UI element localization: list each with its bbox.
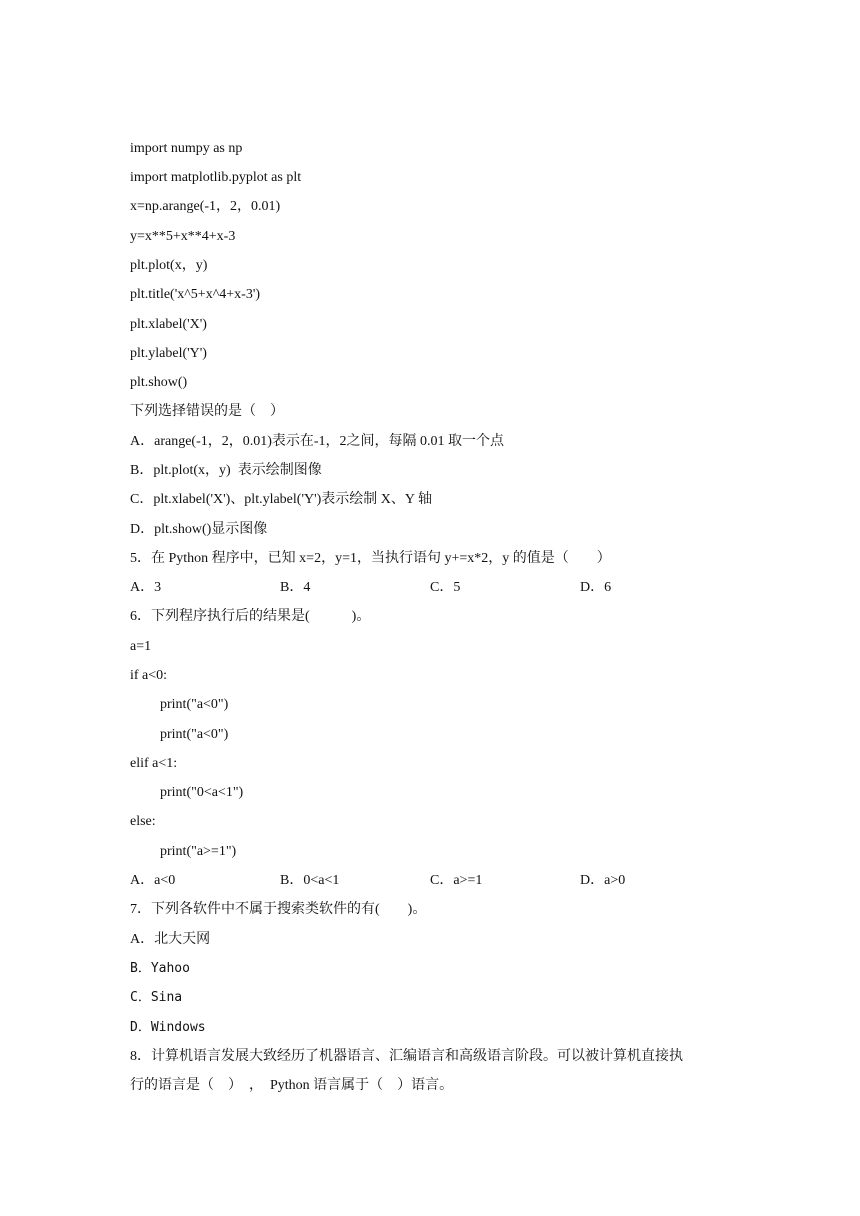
code-line: plt.xlabel('X') <box>130 317 207 332</box>
answer-option: D．plt.show()显示图像 <box>130 522 268 537</box>
answer-option: B．4 <box>280 580 311 595</box>
question-prompt: 5．在 Python 程序中，已知 x=2，y=1，当执行语句 y+=x*2，y 的值是（ ） <box>130 551 611 566</box>
code-line: print("a<0") <box>160 697 229 712</box>
question-prompt: 行的语言是（ ） ， Python 语言属于（ ）语言。 <box>130 1078 454 1093</box>
answer-option: D．a>0 <box>580 873 626 888</box>
answer-option: C．plt.xlabel('X')、plt.ylabel('Y')表示绘制 X、Y 轴 <box>130 492 432 507</box>
code-line: print("a>=1") <box>160 844 237 859</box>
answer-option: C．a>=1 <box>430 873 483 888</box>
answer-option: C．5 <box>430 580 461 595</box>
answer-option: B．0<a<1 <box>280 873 340 888</box>
question-prompt: 7．下列各软件中不属于搜索类软件的有( )。 <box>130 902 427 917</box>
answer-option: B．plt.plot(x，y) 表示绘制图像 <box>130 463 322 478</box>
answer-option: D．Windows <box>130 1020 206 1035</box>
code-line: plt.title('x^5+x^4+x-3') <box>130 287 261 302</box>
question-prompt: 6．下列程序执行后的结果是( )。 <box>130 609 371 624</box>
question-prompt: 下列选择错误的是（ ） <box>130 404 284 419</box>
code-line: y=x**5+x**4+x-3 <box>130 229 236 244</box>
code-line: x=np.arange(-1，2，0.01) <box>130 199 281 214</box>
code-line: print("a<0") <box>160 727 229 742</box>
answer-option: D．6 <box>580 580 612 595</box>
code-line: import matplotlib.pyplot as plt <box>130 170 302 185</box>
code-line: print("0<a<1") <box>160 785 244 800</box>
answer-option: B．Yahoo <box>130 961 190 976</box>
code-line: if a<0: <box>130 668 168 683</box>
answer-option: A．3 <box>130 580 162 595</box>
answer-option: A．北大天网 <box>130 932 211 947</box>
code-line: plt.show() <box>130 375 188 390</box>
answer-option: A．arange(-1，2，0.01)表示在-1，2之间，每隔 0.01 取一个点 <box>130 434 505 449</box>
code-line: import numpy as np <box>130 141 243 156</box>
answer-option: C．Sina <box>130 990 183 1005</box>
code-line: plt.ylabel('Y') <box>130 346 207 361</box>
code-line: elif a<1: <box>130 756 178 771</box>
answer-option: A．a<0 <box>130 873 176 888</box>
code-line: a=1 <box>130 639 152 654</box>
code-line: plt.plot(x，y) <box>130 258 208 273</box>
question-prompt: 8．计算机语言发展大致经历了机器语言、汇编语言和高级语言阶段。可以被计算机直接执 <box>130 1049 683 1064</box>
code-line: else: <box>130 814 156 829</box>
